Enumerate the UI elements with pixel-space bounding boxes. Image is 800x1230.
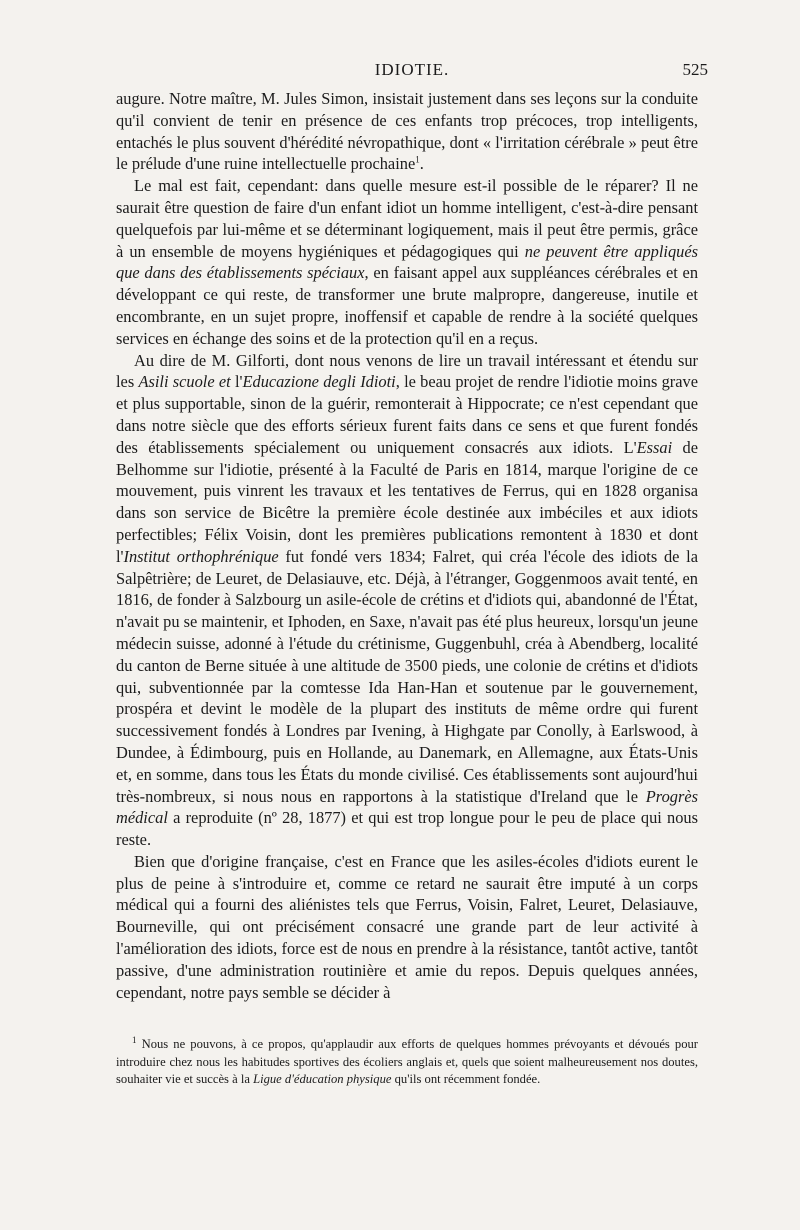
paragraph-4 xyxy=(116,851,698,1004)
footnote-ref: 1 xyxy=(415,154,420,165)
paragraph-1 xyxy=(116,88,698,175)
paragraph-1-text: augure. Notre maître, M. Jules Simon, insistait justement dans ses leçons sur la conduite qu'il convient de tenir en présence de ces enfants trop précoces, trop intelligents, entachés le plus souvent d'hérédité névropathique, dont « l'irritation cérébrale » peut être le prélude d'une ruine intellectuelle prochaine xyxy=(116,89,698,174)
page-number: 525 xyxy=(682,60,708,79)
paragraph-3-text-d: de Belhomme sur l'idiotie, présenté à la Faculté de Paris en 1814, marque l'origine de ce mouvement, puis vinrent les travaux et les tentatives de Ferrus, qui en 1828 organisa dans son service de Bicêtre la première école destinée aux imbéciles et aux idiots perfectibles; Félix Voisin, dont les premières publications remontent à 1830 et dont l' xyxy=(116,437,698,566)
page-header xyxy=(116,58,708,86)
paragraph-3-text-c: , le beau projet de rendre l'idiotie moins grave et plus supportable, sinon de la guérir, remonterait à Hippocrate; ce n'est cependant que dans notre siècle que des efforts sérieux furent faits dans ce sens et que furent fondés des établissements spécialement ou uniquement consacrés aux idiots. L' xyxy=(116,372,698,457)
paragraph-2 xyxy=(116,175,698,349)
paragraph-4-text: Bien que d'origine française, c'est en France que les asiles-écoles d'idiots eurent le plus de peine à s'introduire et, comme ce retard ne saurait être imputé à un corps médical qui a fourni des aliénistes tels que Ferrus, Voisin, Falret, Leuret, Delasiauve, Bourneville, qui ont précisément consacré une grande part de leur activité à l'amélioration des idiots, force est de nous en prendre à la résistance, tantôt active, tantôt passive, d'une administration routinière et amie du repos. Depuis quelques années, cependant, notre pays semble se décider à xyxy=(116,851,698,1002)
paragraph-1-tail: . xyxy=(419,154,424,174)
paragraph-3-italic-d: Institut orthophrénique xyxy=(123,546,279,566)
paragraph-3-italic-b: Educazione degli Idioti xyxy=(242,372,396,392)
running-title: IDIOTIE. xyxy=(374,60,450,79)
paragraph-3-italic-e: Progrès médical xyxy=(116,786,698,828)
paragraph-2-italic: ne peuvent être appliqués que dans des établissements spéciaux xyxy=(116,241,698,283)
paragraph-3-italic-a: Asili scuole et xyxy=(138,372,231,392)
paragraph-3-italic-c: Essai xyxy=(636,437,673,457)
paragraph-2-text-b: , en faisant appel aux suppléances cérébrales et en développant ce qui reste, de transformer une brute malpropre, dangereuse, inutile et encombrante, en un sujet propre, inoffensif et capable de rendre à la société quelques services en échange des soins et de la protection qu'il en a reçus. xyxy=(116,263,699,348)
paragraph-2-text-a: Le mal est fait, cependant: dans quelle mesure est-il possible de le réparer? Il ne saurait être question de faire d'un enfant idiot un homme intelligent, c'est-à-dire pensant quelquefois par lui-même et se déterminant logiquement, mais il peut être permis, grâce à un ensemble de moyens hygiéniques et pédagogiques qui xyxy=(116,176,698,261)
footnote-text-b: qu'ils ont récemment fondée. xyxy=(391,1072,541,1087)
paragraph-3 xyxy=(116,350,698,851)
paragraph-3-text-e: fut fondé vers 1834; Falret, qui créa l'école des idiots de la Salpêtrière; de Leuret, de Delasiauve, etc. Déjà, à l'étranger, Goggenmoos avait tenté, en 1816, de fonder à Salzbourg un asile-école de crétins et d'idiots qui, abandonné de l'État, n'avait pu se maintenir, et Iphoden, en Saxe, n'avait pas été plus heureux, lorsqu'un jeune médecin suisse, adonné à l'étude du crétinisme, Guggenbuhl, créa à Abendberg, localité du canton de Berne située à une altitude de 3500 pieds, une colonie de crétins et d'idiots qui, subventionnée par la comtesse Ida Han-Han et soutenue par le gouvernement, prospéra et devint le modèle de la plupart des instituts de même ordre qui furent successivement fondés à Londres par Ivening, à Highgate par Conolly, à Earlswood, à Dundee, à Édimbourg, puis en Hollande, au Danemark, en Allemagne, aux États-Unis et, en somme, dans tous les États du monde civilisé. Ces établissements sont aujourd'hui très-nombreux, si nous nous en rapportons à la statistique d'Ireland que le xyxy=(116,546,698,806)
paragraph-3-text-a: Au dire de M. Gilforti, dont nous venons de lire un travail intéressant et étendu sur les xyxy=(116,350,698,392)
paragraph-3-text-f: a reproduite (nº 28, 1877) et qui est trop longue pour le peu de place qui nous reste. xyxy=(116,808,698,850)
footnote-text-a: Nous ne pouvons, à ce propos, qu'applaudir aux efforts de quelques hommes prévoyants et dévoués pour introduire chez nous les habitudes sportives des écoliers anglais et, quels que soient malheureusement nos doutes, souhaiter vie et succès à la xyxy=(116,1037,698,1087)
footnote-1 xyxy=(116,1036,698,1089)
footnote-mark: 1 xyxy=(132,1034,137,1045)
footnote-italic: Ligue d'éducation physique xyxy=(253,1072,392,1087)
footnotes xyxy=(116,1036,698,1089)
paragraph-3-text-b: l' xyxy=(230,372,243,392)
body-text xyxy=(116,88,698,1003)
